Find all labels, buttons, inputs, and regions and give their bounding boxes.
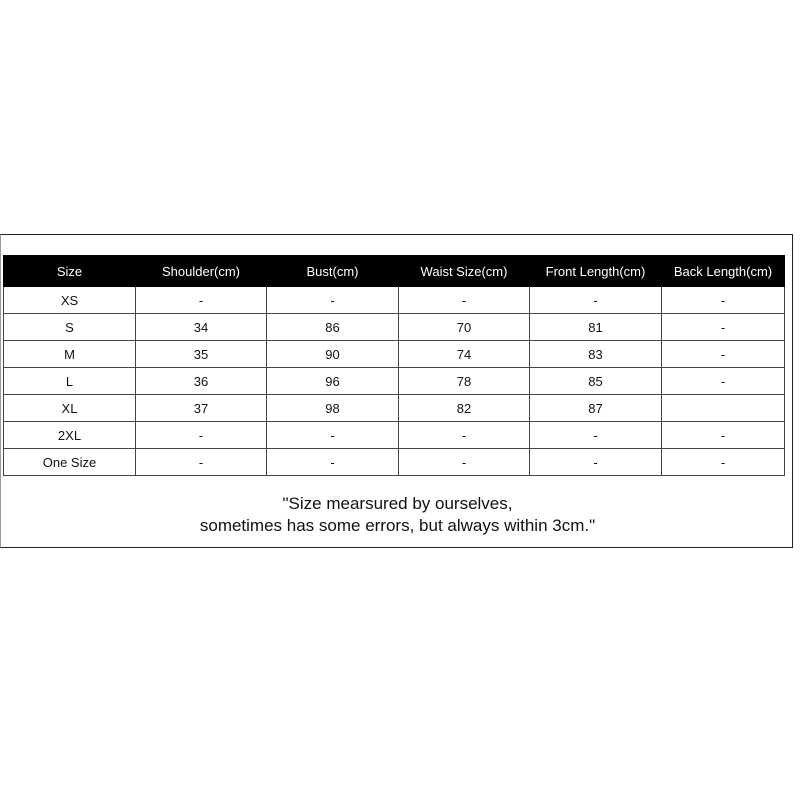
table-cell: 35 (136, 341, 267, 368)
table-cell: - (662, 368, 785, 395)
table-row (4, 287, 785, 314)
table-cell: One Size (4, 449, 136, 476)
table-cell: S (4, 314, 136, 341)
table-cell: 34 (136, 314, 267, 341)
table-cell: - (530, 422, 662, 449)
table-cell: - (662, 422, 785, 449)
table-row (4, 341, 785, 368)
table-cell: - (136, 449, 267, 476)
table-cell: XS (4, 287, 136, 314)
table-cell: 83 (530, 341, 662, 368)
table-cell: - (399, 449, 530, 476)
table-cell: 2XL (4, 422, 136, 449)
table-cell: - (530, 449, 662, 476)
table-cell: 82 (399, 395, 530, 422)
note-line-2: sometimes has some errors, but always within 3cm." (199, 516, 596, 535)
table-cell: M (4, 341, 136, 368)
table-row (4, 368, 785, 395)
table-row (4, 314, 785, 341)
measurement-note (1, 493, 794, 537)
table-row (4, 395, 785, 422)
table-cell (662, 395, 785, 422)
table-cell: L (4, 368, 136, 395)
table-cell: 36 (136, 368, 267, 395)
column-header-back-length: Back Length(cm) (662, 256, 785, 287)
table-cell: 81 (530, 314, 662, 341)
table-cell: - (267, 287, 399, 314)
table-cell: - (662, 341, 785, 368)
table-cell: 70 (399, 314, 530, 341)
table-cell: - (267, 422, 399, 449)
table-cell: XL (4, 395, 136, 422)
column-header-shoulder: Shoulder(cm) (136, 256, 267, 287)
table-cell: - (136, 287, 267, 314)
table-row (4, 422, 785, 449)
table-cell: 87 (530, 395, 662, 422)
table-cell: - (399, 287, 530, 314)
table-cell: 98 (267, 395, 399, 422)
column-header-size: Size (4, 256, 136, 287)
table-cell: - (662, 449, 785, 476)
column-header-front-length: Front Length(cm) (530, 256, 662, 287)
table-cell: 96 (267, 368, 399, 395)
table-cell: - (662, 314, 785, 341)
table-header-row (4, 256, 785, 287)
size-chart-frame (0, 234, 793, 548)
note-line-1: "Size mearsured by ourselves, (282, 494, 513, 513)
table-row (4, 449, 785, 476)
table-cell: 78 (399, 368, 530, 395)
table-cell: 86 (267, 314, 399, 341)
table-cell: - (399, 422, 530, 449)
table-cell: - (267, 449, 399, 476)
table-cell: - (530, 287, 662, 314)
column-header-waist: Waist Size(cm) (399, 256, 530, 287)
table-cell: 90 (267, 341, 399, 368)
table-cell: - (662, 287, 785, 314)
column-header-bust: Bust(cm) (267, 256, 399, 287)
table-cell: 74 (399, 341, 530, 368)
table-cell: 37 (136, 395, 267, 422)
table-cell: - (136, 422, 267, 449)
table-cell: 85 (530, 368, 662, 395)
size-table (3, 255, 785, 476)
